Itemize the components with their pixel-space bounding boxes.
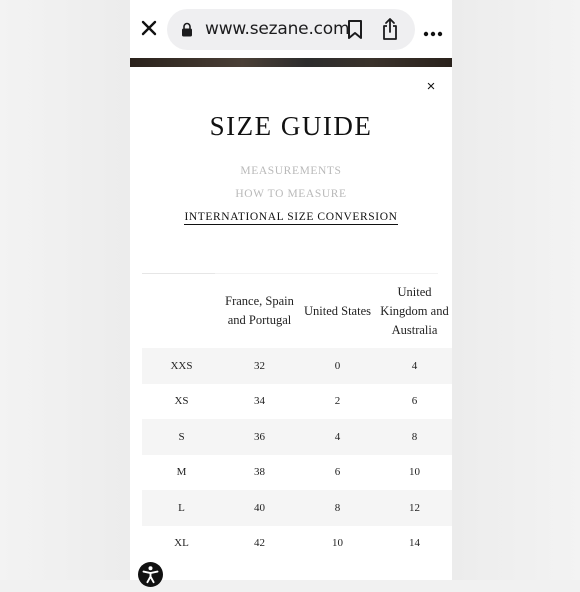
- cell-size: S: [142, 419, 221, 455]
- tab-international-size-conversion[interactable]: [130, 211, 452, 225]
- background-right: [452, 0, 580, 580]
- accessibility-icon: [138, 562, 163, 587]
- share-icon[interactable]: [381, 17, 399, 41]
- cell-uk: 8: [377, 419, 452, 455]
- cell-france: 40: [221, 490, 298, 526]
- table-header-row: [142, 274, 452, 348]
- modal-title: SIZE GUIDE: [209, 111, 373, 141]
- cell-us: 6: [334, 466, 341, 479]
- cell-uk: 4: [377, 348, 452, 384]
- cell-size: M: [176, 466, 187, 479]
- cell-uk: 10: [409, 466, 420, 479]
- table-row: [142, 526, 452, 562]
- address-bar[interactable]: [167, 9, 415, 50]
- background-left: [0, 0, 130, 580]
- tab-label: MEASUREMENTS: [240, 165, 342, 177]
- cell-us: 8: [298, 490, 377, 526]
- close-icon[interactable]: [139, 16, 159, 40]
- header-france-spain-portugal: [221, 274, 298, 348]
- tab-how-to-measure[interactable]: [130, 188, 452, 200]
- modal-close-button[interactable]: ×: [426, 78, 436, 95]
- cell-size: XXS: [142, 348, 221, 384]
- more-options-icon[interactable]: [423, 25, 443, 33]
- cell-uk: 14: [409, 537, 420, 550]
- tab-label: INTERNATIONAL SIZE CONVERSION: [184, 211, 398, 223]
- cell-france: 34: [254, 395, 265, 408]
- header-united-states: United States: [303, 303, 371, 318]
- accessibility-button[interactable]: [138, 562, 163, 587]
- cell-us: 2: [334, 395, 341, 408]
- cell-size: XS: [174, 395, 189, 408]
- cell-us: 4: [298, 419, 377, 455]
- lock-icon: [181, 22, 193, 37]
- header-uk-australia: [377, 274, 452, 348]
- bookmark-icon[interactable]: [347, 19, 363, 40]
- cell-size: XL: [174, 537, 189, 550]
- table-row: [142, 348, 452, 384]
- cell-us: 10: [332, 537, 343, 550]
- cell-size: L: [142, 490, 221, 526]
- size-guide-modal: [130, 67, 452, 580]
- header-text: United Kingdom and Australia: [380, 284, 449, 337]
- url-text: www.sezane.com: [205, 19, 350, 39]
- background-photo-strip: [130, 58, 452, 67]
- browser-toolbar: [130, 0, 452, 58]
- cell-france: 42: [254, 537, 265, 550]
- cell-uk: 12: [377, 490, 452, 526]
- table-row: [142, 490, 452, 526]
- tab-measurements[interactable]: [130, 165, 452, 177]
- table-row: [142, 384, 452, 420]
- cell-us: 0: [298, 348, 377, 384]
- phone-screen: [130, 0, 452, 580]
- table-row: [142, 455, 452, 491]
- cell-france: 38: [254, 466, 265, 479]
- cell-france: 36: [221, 419, 298, 455]
- table-row: [142, 419, 452, 455]
- size-conversion-table[interactable]: [142, 274, 449, 561]
- tab-label: HOW TO MEASURE: [235, 188, 347, 200]
- cell-uk: 6: [411, 395, 418, 408]
- cell-france: 32: [221, 348, 298, 384]
- header-text: France, Spain and Portugal: [225, 294, 294, 327]
- header-size: [142, 274, 221, 348]
